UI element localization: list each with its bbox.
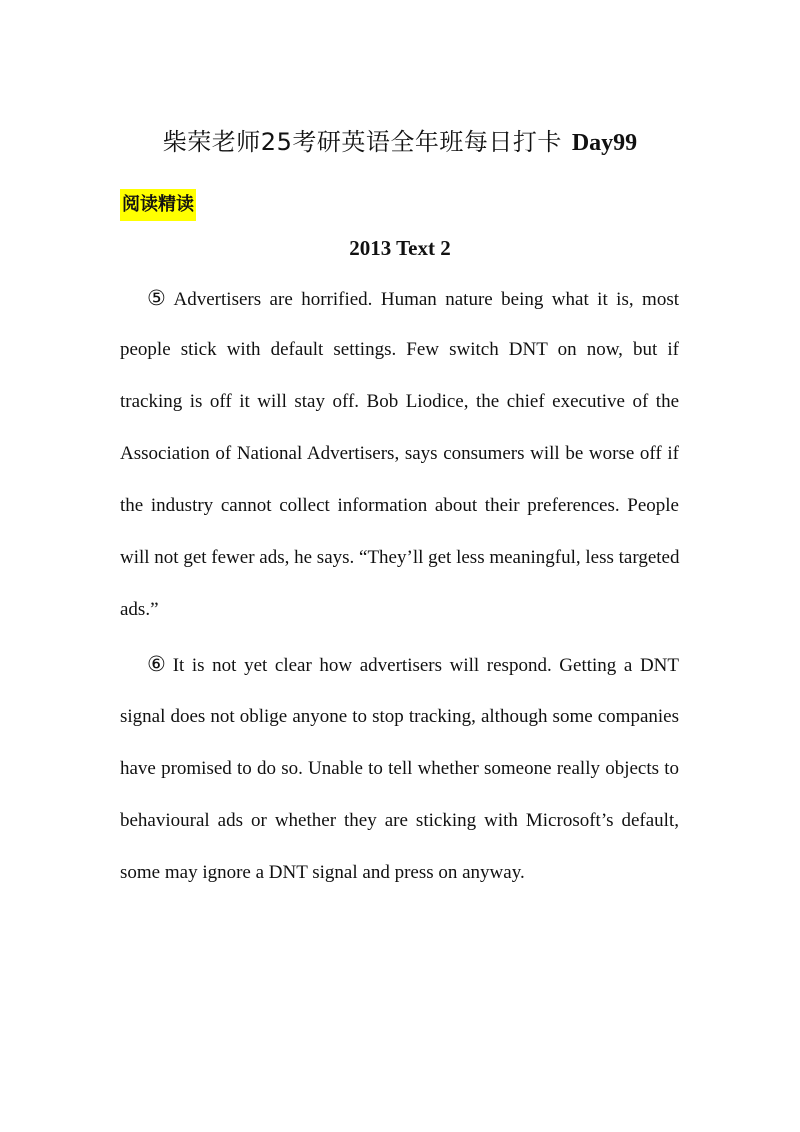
document-title-day: Day99 <box>571 130 638 156</box>
paragraph-5-number: ⑤ <box>147 286 170 310</box>
paragraph-6-number: ⑥ <box>147 652 169 676</box>
paragraph-5-line-4: Association of National Advertisers, says consumers will be worse off if <box>120 443 679 464</box>
paragraph-5-line-1-text: Advertisers are horrified. Human nature being what it is, most <box>173 289 679 310</box>
paragraph-6-line-4: behavioural ads or whether they are sticking with Microsoft’s default, <box>120 810 679 831</box>
paragraph-5-line-3: tracking is off it will stay off. Bob Liodice, the chief executive of the <box>120 391 679 412</box>
paragraph-5-line-1 <box>147 284 679 312</box>
document-title-chinese: 柴荣老师25考研英语全年班每日打卡 <box>162 128 562 156</box>
paragraph-6-line-5: some may ignore a DNT signal and press on anyway. <box>120 862 525 883</box>
paragraph-6-line-1 <box>147 650 679 678</box>
paragraph-6-line-2: signal does not oblige anyone to stop tracking, although some companies <box>120 706 679 727</box>
paragraph-5-line-7: ads.” <box>120 599 159 620</box>
paragraph-5-line-2: people stick with default settings. Few switch DNT on now, but if <box>120 339 679 360</box>
passage-title: 2013 Text 2 <box>349 236 451 260</box>
section-label-highlighted: 阅读精读 <box>120 189 196 221</box>
document-title <box>0 122 800 157</box>
paragraph-6-line-3: have promised to do so. Unable to tell whether someone really objects to <box>120 758 679 779</box>
paragraph-5-line-5: the industry cannot collect information about their preferences. People <box>120 495 679 516</box>
paragraph-5-line-6: will not get fewer ads, he says. “They’ll get less meaningful, less targeted <box>120 547 680 568</box>
paragraph-6-line-1-text: It is not yet clear how advertisers will respond. Getting a DNT <box>172 655 679 676</box>
